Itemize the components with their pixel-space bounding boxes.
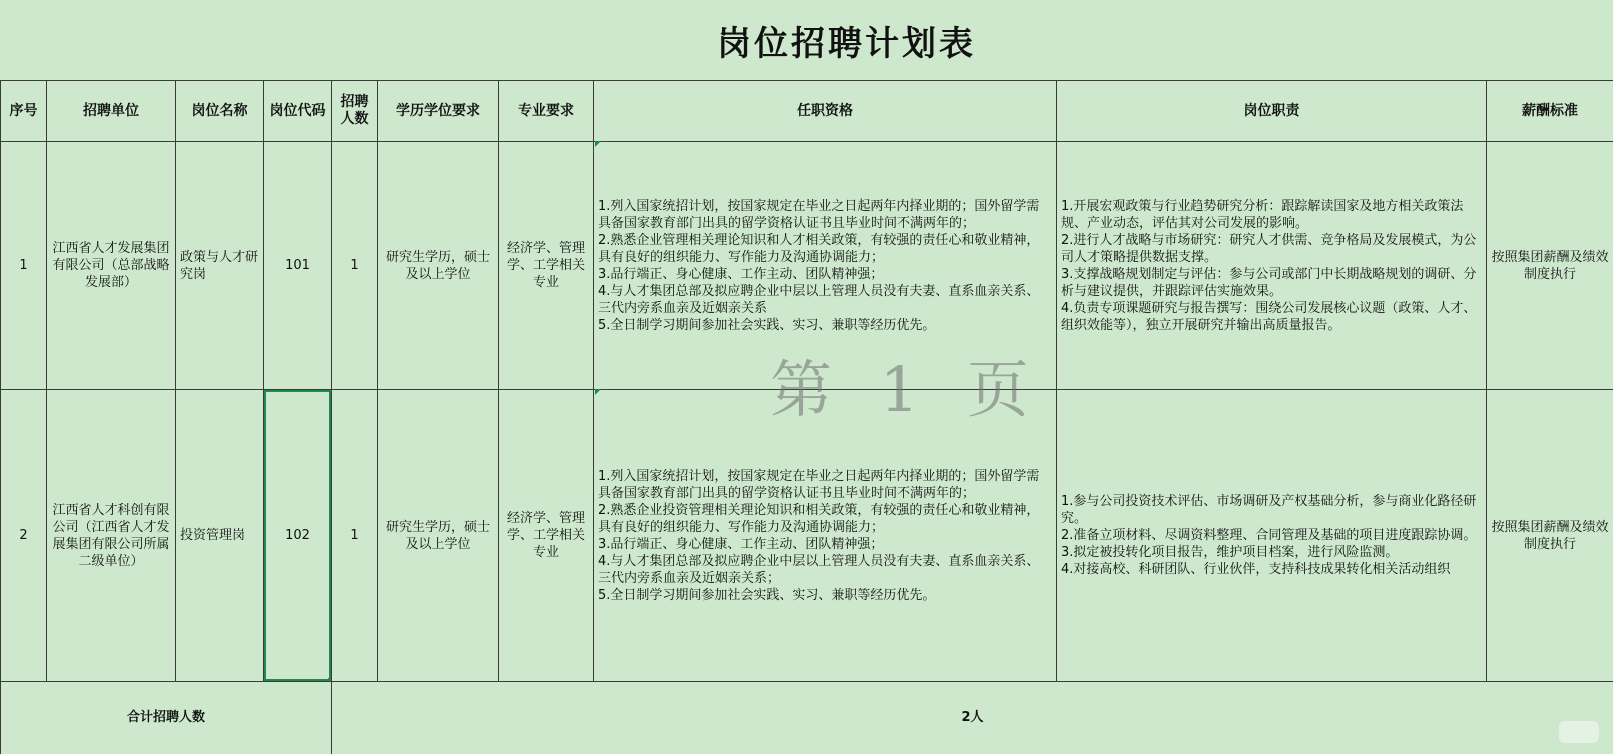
- header-qualification[interactable]: 任职资格: [594, 81, 1057, 142]
- total-row: [1, 682, 1613, 754]
- header-row: [1, 81, 1613, 142]
- header-unit[interactable]: 招聘单位: [47, 81, 176, 142]
- header-duties[interactable]: 岗位职责: [1057, 81, 1487, 142]
- total-label[interactable]: 合计招聘人数: [1, 682, 332, 754]
- corner-badge: [1559, 721, 1599, 743]
- cell-salary[interactable]: 按照集团薪酬及绩效制度执行: [1487, 142, 1613, 390]
- cell-salary[interactable]: 按照集团薪酬及绩效制度执行: [1487, 390, 1613, 682]
- comment-marker-icon: [595, 141, 601, 147]
- header-position[interactable]: 岗位名称: [176, 81, 264, 142]
- cell-major[interactable]: 经济学、管理学、工学相关专业: [499, 142, 594, 390]
- cell-major[interactable]: 经济学、管理学、工学相关专业: [499, 390, 594, 682]
- table-row: [1, 142, 1613, 390]
- cell-education[interactable]: 研究生学历，硕士及以上学位: [378, 390, 499, 682]
- comment-marker-icon: [595, 389, 601, 395]
- cell-position[interactable]: 投资管理岗: [176, 390, 264, 682]
- header-count[interactable]: 招聘人数: [332, 81, 378, 142]
- header-major[interactable]: 专业要求: [499, 81, 594, 142]
- recruitment-table: [0, 80, 1613, 754]
- header-salary[interactable]: 薪酬标准: [1487, 81, 1613, 142]
- table-row: [1, 390, 1613, 682]
- page-title: 岗位招聘计划表: [0, 0, 1613, 80]
- cell-qualification[interactable]: 1.列入国家统招计划，按国家规定在毕业之日起两年内择业期的；国外留学需具备国家教育部门出具的留学资格认证书且毕业时间不满两年的； 2.熟悉企业投资管理相关理论知识和相关政策，有较强的责任心和敬业精神，具有良好的组织能力、写作能力及沟通协调能力； 3.品行端正、身心健康、工作主动、团队精神强； 4.与人才集团总部及拟应聘企业中层以上管理人员没有夫妻、直系血亲关系、三代内旁系血亲及近姻亲关系； 5.全日制学习期间参加社会实践、实习、兼职等经历优先。: [594, 390, 1057, 682]
- fill-handle[interactable]: [328, 678, 332, 682]
- cell-count[interactable]: 1: [332, 390, 378, 682]
- cell-count[interactable]: 1: [332, 142, 378, 390]
- cell-code-selected[interactable]: [264, 390, 332, 682]
- cell-unit[interactable]: 江西省人才发展集团有限公司（总部战略发展部）: [47, 142, 176, 390]
- cell-qualification[interactable]: 1.列入国家统招计划，按国家规定在毕业之日起两年内择业期的；国外留学需具备国家教育部门出具的留学资格认证书且毕业时间不满两年的； 2.熟悉企业管理相关理论知识和人才相关政策，有较强的责任心和敬业精神，具有良好的组织能力、写作能力及沟通协调能力； 3.品行端正、身心健康、工作主动、团队精神强； 4.与人才集团总部及拟应聘企业中层以上管理人员没有夫妻、直系血亲关系、三代内旁系血亲及近姻亲关系 5.全日制学习期间参加社会实践、实习、兼职等经历优先。: [594, 142, 1057, 390]
- cell-education[interactable]: 研究生学历，硕士及以上学位: [378, 142, 499, 390]
- cell-duties[interactable]: 1.参与公司投资技术评估、市场调研及产权基础分析，参与商业化路径研究。 2.准备立项材料、尽调资料整理、合同管理及基础的项目进度跟踪协调。 3.拟定被投转化项目报告，维护项目档案，进行风险监测。 4.对接高校、科研团队、行业伙伴，支持科技成果转化相关活动组织: [1057, 390, 1487, 682]
- header-education[interactable]: 学历学位要求: [378, 81, 499, 142]
- cell-seq[interactable]: 2: [1, 390, 47, 682]
- cell-code-text: 102: [285, 528, 310, 543]
- cell-duties[interactable]: 1.开展宏观政策与行业趋势研究分析：跟踪解读国家及地方相关政策法规、产业动态，评估其对公司发展的影响。 2.进行人才战略与市场研究：研究人才供需、竞争格局及发展模式，为公司人才策略提供数据支撑。 3.支撑战略规划制定与评估：参与公司或部门中长期战略规划的调研、分析与建议提供，并跟踪评估实施效果。 4.负责专项课题研究与报告撰写：围绕公司发展核心议题（政策、人才、组织效能等），独立开展研究并输出高质量报告。: [1057, 142, 1487, 390]
- cell-unit[interactable]: 江西省人才科创有限公司（江西省人才发展集团有限公司所属二级单位）: [47, 390, 176, 682]
- cell-seq[interactable]: 1: [1, 142, 47, 390]
- total-value[interactable]: 2人: [332, 682, 1613, 754]
- page-watermark: 第 1 页: [770, 340, 1043, 429]
- header-code[interactable]: 岗位代码: [264, 81, 332, 142]
- cell-position[interactable]: 政策与人才研究岗: [176, 142, 264, 390]
- header-seq[interactable]: 序号: [1, 81, 47, 142]
- cell-code[interactable]: 101: [264, 142, 332, 390]
